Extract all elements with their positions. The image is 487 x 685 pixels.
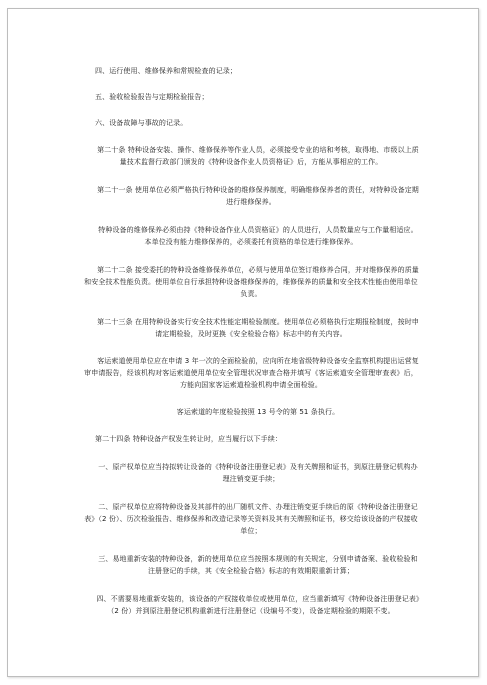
paragraph-record-inspection: 五、验收检验报告与定期检验报告； [95,93,209,101]
paragraph-transfer-step-2: 二、原产权单位应将特种设备及其部件的出厂随机文件、办理注销变更手续后的原《特种设备注册登记表》（2 份）、历次检验报告、维修保养和改造记录等关资料及其有关牌照和证书，移交给该设备的产权接收单位； [84,503,418,535]
document-body [81,65,421,617]
paragraph-article-24: 第二十四条 特种设备产权发生转让时，应当履行以下手续： [95,435,282,443]
paragraph-article-22: 第二十二条 接受委托的特种设备维修保养单位，必须与使用单位签订维修养合同，并对维修保养的质量和安全技术性能负责。使用单位自行承担特种设备维修保养的，维修保养的质量和安全技术性能由使用单位负责。 [84,266,419,298]
paragraph-transfer-step-3: 三、易地重新安装的特种设备，新的使用单位应当按照本规则的有关规定，分别申请备案、验收检验和注册登记的手续，其《安全检验合格》标志的有效期限重新计算； [98,555,418,575]
paragraph-transfer-step-4: 四、不需要易地重新安装的，该设备的产权接收单位或使用单位，应当重新填写《特种设备注册登记表》（2 份）并到原注册登记机构重新进行注册登记（设编号不变），设备定期检验的期限不变。 [96,595,420,615]
paragraph-record-usage: 四、运行使用、维修保养和常规检查的记录； [95,67,237,75]
paragraph-transfer-step-1: 一、原产权单位应当持拟转让设备的《特种设备注册登记表》及有关牌照和证书，到原注册登记机构办理注销变更手续； [98,463,418,483]
paragraph-article-21: 第二十一条 使用单位必须严格执行特种设备的维修保养制度，明确维修保养者的责任，对特种设备定期进行维修保养。 [97,186,419,206]
paragraph-article-20: 第二十条 特种设备安装、操作、维修保养等作业人员，必须接受专业的培和考核，取得地、市级以上质量技术监督行政部门颁发的《特种设备作业人员资格证》后，方能从事相应的工作。 [97,146,419,166]
paragraph-article-23: 第二十三条 在用特种设备实行安全技术性能定期检验制度。使用单位必须格执行定期报检制度，按时申请定期检验，及时更换《安全检验合格》标志中的有关内容。 [97,318,419,338]
paragraph-ropeway-annual: 客运索道的年度检验按照 13 号令的第 51 条执行。 [176,408,340,416]
paragraph-ropeway-review: 客运索道使用单位应在申请 3 年一次的全面检验前，应向所在地省级特种设备安全监察机构提出运营复审申请报告，经该机构对客运索道使用单位安全管理状况审查合格并填写《客运索道安全管理审查表》后，方能向国家客运索道检验机构申请全面检验。 [84,357,419,389]
paragraph-maintenance-personnel: 特种设备的维修保养必须由持《特种设备作业人员资格证》的人员进行，人员数量应与工作量相适应。本单位没有能力维修保养的，必须委托有资格的单位进行维修保养。 [98,226,418,246]
document-page [7,8,479,677]
paragraph-record-faults: 六、设备故障与事故的记录。 [95,119,188,127]
